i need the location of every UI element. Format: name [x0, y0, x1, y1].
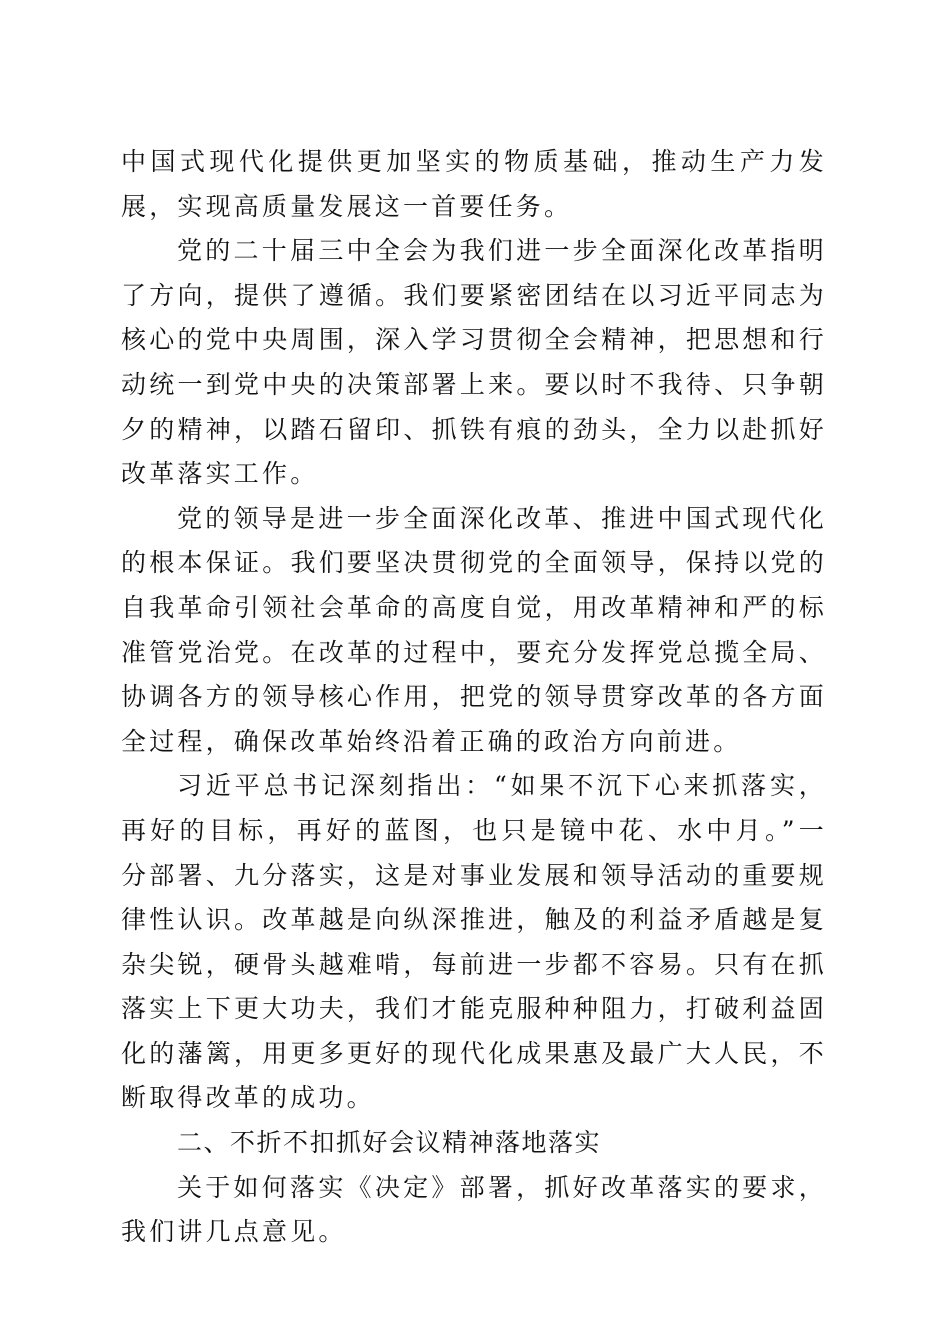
paragraph-closing: 关于如何落实《决定》部署，抓好改革落实的要求，我们讲几点意见。 — [121, 1172, 827, 1247]
section-heading: 二、不折不扣抓好会议精神落地落实 — [177, 1128, 602, 1158]
document-body — [121, 140, 827, 1255]
paragraph-continuation: 中国式现代化提供更加坚实的物质基础，推动生产力发展，实现高质量发展这一首要任务。 — [121, 147, 827, 221]
paragraph-party-leadership: 党的领导是进一步全面深化改革、推进中国式现代化的根本保证。我们要坚决贯彻党的全面领导，保持以党的自我革命引领社会革命的高度自觉，用改革精神和严的标准管党治党。在改革的过程中，要充分发挥党总揽全局、协调各方的领导核心作用，把党的领导贯穿改革的各方面全过程，确保改革始终沿着正确的政治方向前进。 — [121, 503, 827, 756]
paragraph-reform-direction: 党的二十届三中全会为我们进一步全面深化改革指明了方向，提供了遵循。我们要紧密团结在以习近平同志为核心的党中央周围，深入学习贯彻全会精神，把思想和行动统一到党中央的决策部署上来。要以时不我待、只争朝夕的精神，以踏石留印、抓铁有痕的劲头，全力以赴抓好改革落实工作。 — [121, 236, 827, 489]
paragraph-implementation-quote: 习近平总书记深刻指出：“如果不沉下心来抓落实，再好的目标，再好的蓝图，也只是镜中花、水中月。”一分部署、九分落实，这是对事业发展和领导活动的重要规律性认识。改革越是向纵深推进，触及的利益矛盾越是复杂尖锐，硬骨头越难啃，每前进一步都不容易。只有在抓落实上下更大功夫，我们才能克服种种阻力，打破利益固化的藩篱，用更多更好的现代化成果惠及最广大人民，不断取得改革的成功。 — [121, 771, 827, 1113]
